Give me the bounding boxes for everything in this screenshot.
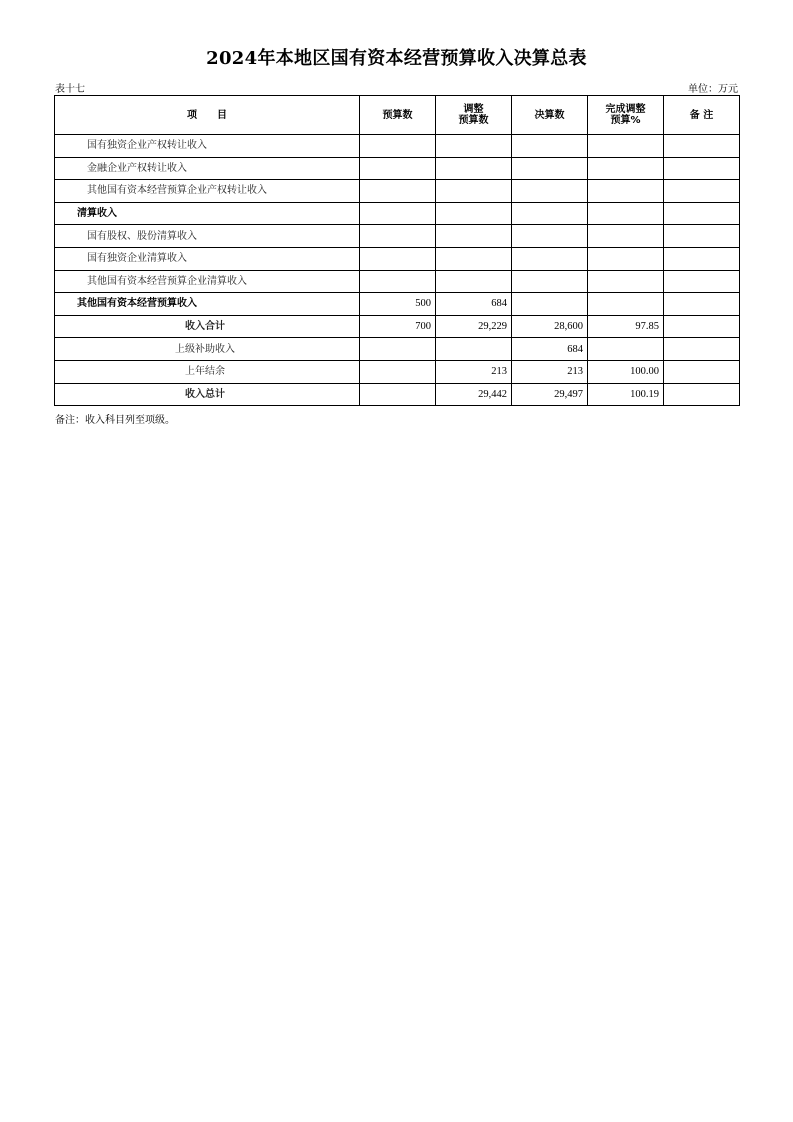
cell-adjusted: [436, 180, 512, 203]
row-label: 其他国有资本经营预算企业产权转让收入: [55, 180, 360, 203]
cell-final: [512, 157, 588, 180]
cell-budget: [360, 225, 436, 248]
row-label: 清算收入: [55, 202, 360, 225]
cell-remark: [664, 360, 740, 383]
cell-remark: [664, 247, 740, 270]
row-label: 国有独资企业产权转让收入: [55, 135, 360, 158]
cell-adjusted: [436, 225, 512, 248]
revenue-final-accounts-table: [54, 95, 740, 406]
cell-remark: [664, 270, 740, 293]
cell-final: [512, 202, 588, 225]
row-label: 其他国有资本经营预算收入: [55, 293, 360, 316]
cell-budget: [360, 202, 436, 225]
table-row: [55, 338, 740, 361]
cell-adjusted: 29,442: [436, 383, 512, 406]
cell-budget: [360, 270, 436, 293]
cell-adjusted: [436, 270, 512, 293]
row-label: 上级补助收入: [55, 338, 360, 361]
row-label: 国有股权、股份清算收入: [55, 225, 360, 248]
header-adjusted-line1: 调整: [463, 104, 484, 115]
cell-completion: [588, 247, 664, 270]
table-row: [55, 270, 740, 293]
cell-budget: [360, 360, 436, 383]
report-title: 2024年本地区国有资本经营预算收入决算总表: [206, 48, 587, 69]
cell-adjusted: [436, 202, 512, 225]
table-row: [55, 225, 740, 248]
cell-remark: [664, 180, 740, 203]
table-row: [55, 180, 740, 203]
header-budget: 预算数: [360, 96, 436, 135]
cell-adjusted: [436, 157, 512, 180]
cell-final: [512, 225, 588, 248]
cell-remark: [664, 383, 740, 406]
cell-remark: [664, 315, 740, 338]
row-label: 其他国有资本经营预算企业清算收入: [55, 270, 360, 293]
cell-remark: [664, 135, 740, 158]
cell-completion: 97.85: [588, 315, 664, 338]
header-row: [55, 96, 740, 135]
cell-completion: [588, 225, 664, 248]
header-remark: 备 注: [664, 96, 740, 135]
header-item: 项 目: [55, 96, 360, 135]
cell-budget: [360, 247, 436, 270]
cell-final: [512, 293, 588, 316]
cell-remark: [664, 202, 740, 225]
header-adjusted-budget: [436, 96, 512, 135]
cell-budget: [360, 383, 436, 406]
table-row: [55, 157, 740, 180]
row-label: 金融企业产权转让收入: [55, 157, 360, 180]
cell-adjusted: 684: [436, 293, 512, 316]
row-label: 收入合计: [55, 315, 360, 338]
cell-budget: [360, 180, 436, 203]
table-number: 表十七: [55, 84, 85, 95]
cell-final: [512, 270, 588, 293]
cell-final: 28,600: [512, 315, 588, 338]
cell-adjusted: 29,229: [436, 315, 512, 338]
header-final: 决算数: [512, 96, 588, 135]
cell-final: [512, 180, 588, 203]
table-row: [55, 135, 740, 158]
cell-completion: [588, 135, 664, 158]
cell-completion: [588, 180, 664, 203]
cell-final: 29,497: [512, 383, 588, 406]
cell-completion: [588, 338, 664, 361]
cell-budget: [360, 135, 436, 158]
footnote: 备注：收入科目列至项级。: [55, 415, 175, 426]
table-row: [55, 315, 740, 338]
cell-adjusted: [436, 338, 512, 361]
cell-budget: [360, 157, 436, 180]
row-label: 收入总计: [55, 383, 360, 406]
cell-completion: [588, 270, 664, 293]
cell-adjusted: 213: [436, 360, 512, 383]
cell-budget: [360, 338, 436, 361]
header-completion-rate: [588, 96, 664, 135]
cell-final: [512, 247, 588, 270]
table-row: [55, 360, 740, 383]
cell-completion: [588, 293, 664, 316]
header-adjusted-line2: 预算数: [458, 115, 489, 126]
cell-completion: [588, 157, 664, 180]
cell-remark: [664, 157, 740, 180]
cell-final: 213: [512, 360, 588, 383]
cell-budget: 700: [360, 315, 436, 338]
header-completion-line1: 完成调整: [605, 104, 646, 115]
cell-remark: [664, 293, 740, 316]
table-row: [55, 293, 740, 316]
table-row: [55, 383, 740, 406]
header-completion-line2: 预算%: [610, 115, 641, 126]
cell-final: [512, 135, 588, 158]
row-label: 国有独资企业清算收入: [55, 247, 360, 270]
cell-completion: 100.00: [588, 360, 664, 383]
cell-budget: 500: [360, 293, 436, 316]
cell-completion: 100.19: [588, 383, 664, 406]
cell-remark: [664, 338, 740, 361]
cell-remark: [664, 225, 740, 248]
cell-adjusted: [436, 135, 512, 158]
table-row: [55, 247, 740, 270]
row-label: 上年结余: [55, 360, 360, 383]
table-row: [55, 202, 740, 225]
cell-adjusted: [436, 247, 512, 270]
unit-label: 单位：万元: [688, 84, 738, 95]
cell-final: 684: [512, 338, 588, 361]
cell-completion: [588, 202, 664, 225]
